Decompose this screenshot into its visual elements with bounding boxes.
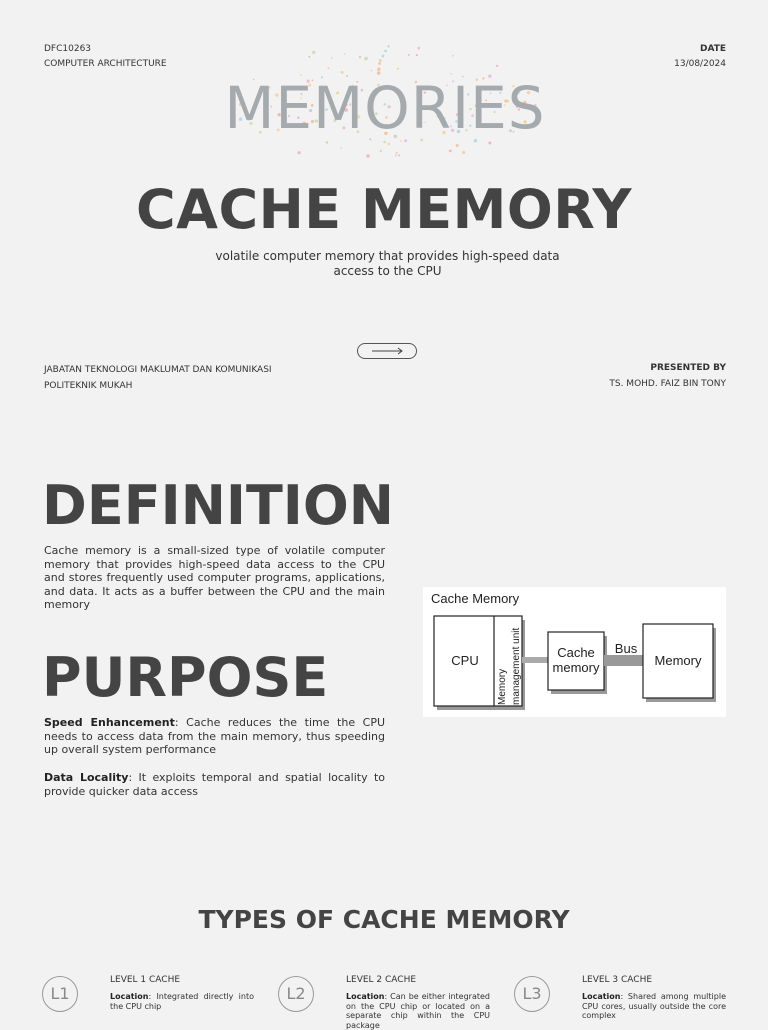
course-info <box>44 42 167 72</box>
level-description <box>346 992 490 1030</box>
purpose-text: : It exploits temporal and spatial locality to provide quicker data access <box>44 771 386 798</box>
confetti-dots-graphic <box>225 38 545 168</box>
presented-by-label: PRESENTED BY <box>650 363 726 373</box>
level-badge: L3 <box>514 976 550 1012</box>
level-term: Location <box>346 992 385 1001</box>
institution-name: POLITEKNIK MUKAH <box>44 381 133 391</box>
course-code: DFC10263 <box>44 44 92 54</box>
memory-label: Memory <box>654 653 702 668</box>
purpose-heading: PURPOSE <box>42 646 329 709</box>
definition-heading: DEFINITION <box>42 474 395 537</box>
level-name: LEVEL 1 CACHE <box>110 975 181 985</box>
level-badge: L2 <box>278 976 314 1012</box>
date-info <box>674 42 726 72</box>
level-description <box>110 992 254 1011</box>
mmu-label-line1: Memory <box>497 668 508 705</box>
purpose-text: : Cache reduces the time the CPU needs to access data from the main memory, thus speeding up overall system performance <box>44 716 386 756</box>
level-term: Location <box>582 992 621 1001</box>
presenter-info <box>609 360 726 392</box>
date-label: DATE <box>699 44 726 54</box>
level-name: LEVEL 3 CACHE <box>582 975 653 985</box>
bus-label: Bus <box>614 641 638 656</box>
cache-label-line2: memory <box>552 660 600 675</box>
purpose-term: Data Locality <box>44 771 129 784</box>
presenter-name: TS. MOHD. FAIZ BIN TONY <box>609 379 726 389</box>
arrow-right-icon <box>372 347 404 355</box>
diagram-title: Cache Memory <box>431 591 520 606</box>
level-term: Location <box>110 992 149 1001</box>
level-description <box>582 992 726 1021</box>
memories-logo <box>225 38 545 168</box>
level-text: : Integrated directly into the CPU chip <box>110 992 254 1011</box>
purpose-term: Speed Enhancement <box>44 716 175 729</box>
level-2-card <box>278 974 498 1030</box>
page-subtitle: volatile computer memory that provides high-speed data access to the CPU <box>215 249 560 278</box>
cpu-label: CPU <box>451 653 479 668</box>
level-text: : Shared among multiple CPU cores, usually outside the core complex <box>582 992 726 1020</box>
page-title: CACHE MEMORY <box>136 178 632 241</box>
mmu-label-line2: management unit <box>511 627 522 705</box>
definition-text: Cache memory is a small-sized type of volatile computer memory that provides high-speed data access to the CPU and stores frequently used computer programs, applications, and data. It acts as a buffer between the CPU and the main memory <box>44 544 385 611</box>
cache-label-line1: Cache <box>557 645 595 660</box>
level-1-card <box>42 974 262 1024</box>
level-badge: L1 <box>42 976 78 1012</box>
level-text: : Can be either integrated on the CPU chip or located on a separate chip within the CPU package <box>346 992 490 1030</box>
course-name: COMPUTER ARCHITECTURE <box>44 59 167 69</box>
purpose-item <box>44 771 385 798</box>
purpose-item <box>44 716 385 757</box>
types-heading: TYPES OF CACHE MEMORY <box>198 905 570 934</box>
department-info <box>44 362 272 394</box>
level-3-card <box>514 974 734 1024</box>
cache-memory-diagram <box>423 587 726 717</box>
date-value: 13/08/2024 <box>674 59 726 69</box>
logo-wordmark: MEMORIES <box>224 74 546 142</box>
department-name: JABATAN TEKNOLOGI MAKLUMAT DAN KOMUNIKASI <box>44 365 272 375</box>
level-name: LEVEL 2 CACHE <box>346 975 417 985</box>
next-arrow-button[interactable] <box>357 343 417 359</box>
